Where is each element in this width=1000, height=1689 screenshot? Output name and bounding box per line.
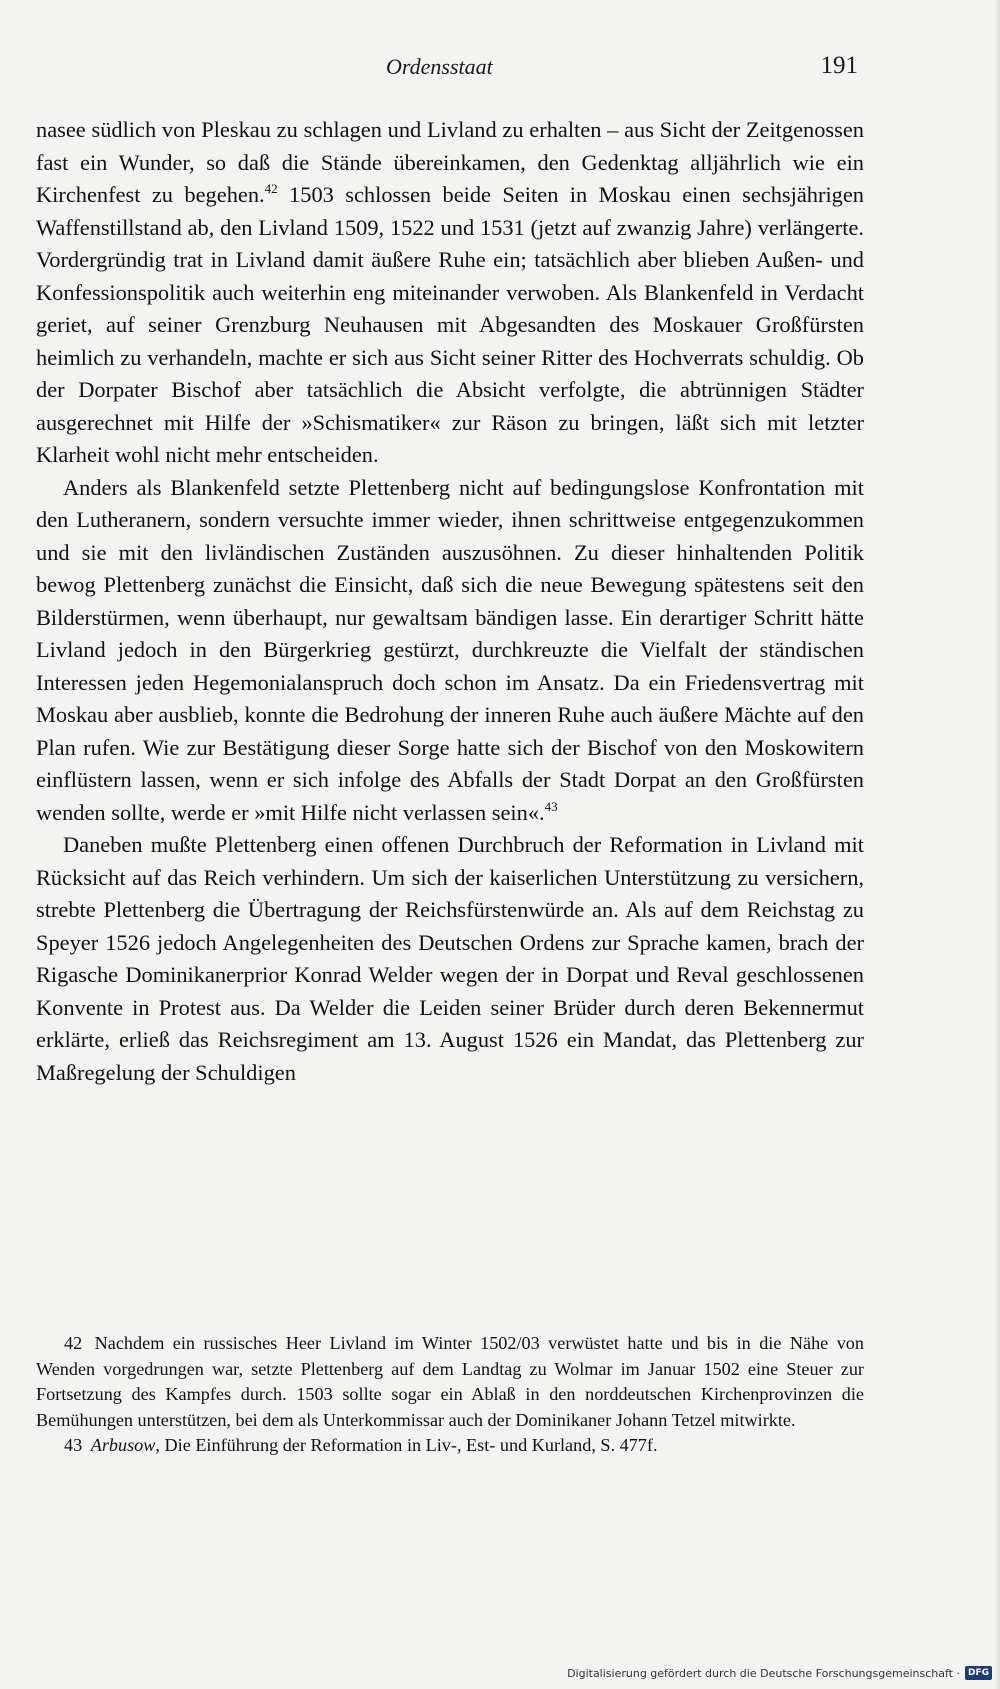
- footnotes: [36, 1331, 864, 1459]
- body-text: [36, 114, 864, 1089]
- footnote-ref-42: 42: [264, 181, 278, 196]
- page-number: 191: [820, 52, 858, 79]
- footnote-43: [36, 1433, 864, 1459]
- footnote-number: 43: [64, 1435, 83, 1455]
- footnote-text: Nachdem ein russisches Heer Livland im Winter 1502/03 verwüstet hatte und bis in die Nähe von Wenden vorgedrungen war, setzte Plettenberg auf dem Landtag zu Wolmar im Januar 1502 eine Steuer zur Fortsetzung des Kampfes durch. 1503 sollte sogar ein Ablaß in den norddeutschen Kirchenprovinzen die Bemühungen unterstützen, bei dem als Unterkommissar auch der Dominikaner Johann Tetzel mitwirkte.: [36, 1333, 864, 1430]
- paragraph-1-text-b: 1503 schlossen beide Seiten in Moskau einen sechsjährigen Waffenstillstand ab, den Livland 1509, 1522 und 1531 (jetzt auf zwanzig Jahre) verlängerte. Vordergründig trat in Livland damit äußere Ruhe ein; tatsächlich aber blieben Außen- und Konfessionspolitik auch weiterhin eng miteinander verwoben. Als Blankenfeld in Verdacht geriet, auf seiner Grenzburg Neuhausen mit Abgesandten des Moskauer Großfürsten heimlich zu verhandeln, machte er sich aus Sicht seiner Ritter des Hochverrats schuldig. Ob der Dorpater Bischof aber tatsächlich die Absicht verfolgte, die abtrünnigen Städter ausgerechnet mit Hilfe der »Schismatiker« zur Räson zu bringen, läßt sich mit letzter Klarheit wohl nicht mehr entscheiden.: [36, 182, 864, 467]
- footnote-text: , Die Einführung der Reformation in Liv-, Est- und Kurland, S. 477f.: [155, 1435, 658, 1455]
- running-title: Ordensstaat: [386, 54, 493, 79]
- footnote-ref-43: 43: [544, 798, 558, 814]
- scan-edge-shadow: [994, 0, 1000, 1689]
- running-head: [0, 52, 1000, 88]
- footnote-author: Arbusow: [90, 1435, 156, 1455]
- digitization-credit-text: Digitalisierung gefördert durch die Deutsche Forschungsgemeinschaft ·: [567, 1666, 960, 1680]
- paragraph-2: [36, 472, 864, 830]
- digitization-credit: [567, 1665, 992, 1681]
- paragraph-1: [36, 114, 864, 472]
- paragraph-3: [36, 829, 864, 1089]
- footnote-42: [36, 1331, 864, 1433]
- paragraph-1-text-a: nasee südlich von Pleskau zu schlagen und Livland zu erhalten – aus Sicht der Zeitgenossen fast ein Wunder, so daß die Stände übereinkamen, den Gedenktag alljährlich wie ein Kirchenfest zu begehen.: [36, 117, 864, 207]
- footnote-number: 42: [64, 1333, 83, 1353]
- dfg-logo-icon: DFG: [965, 1666, 992, 1680]
- paragraph-2-text: Anders als Blankenfeld setzte Plettenberg nicht auf bedingungslose Konfrontation mit den Lutheranern, sondern versuchte immer wieder, ihnen schrittweise entgegenzukommen und sie mit den livländischen Zuständen auszusöhnen. Zu dieser hinhaltenden Politik bewog Plettenberg zunächst die Einsicht, daß sich die neue Bewegung spätestens seit den Bilderstürmen, wenn überhaupt, nur gewaltsam bändigen lasse. Ein derartiger Schritt hätte Livland jedoch in den Bürgerkrieg gestürzt, durchkreuzte die Vielfalt der ständischen Interessen jeden Hegemonialanspruch doch schon im Ansatz. Da ein Friedensvertrag mit Moskau aber ausblieb, konnte die Bedrohung der inneren Ruhe auch äußere Mächte auf den Plan rufen. Wie zur Bestätigung dieser Sorge hatte sich der Bischof von den Moskowitern einflüstern lassen, wenn er sich infolge des Abfalls der Stadt Dorpat an den Großfürsten wenden sollte, werde er »mit Hilfe nicht verlassen sein«.: [36, 474, 864, 825]
- paragraph-3-text: Daneben mußte Plettenberg einen offenen Durchbruch der Reformation in Livland mit Rücksicht auf das Reich verhindern. Um sich der kaiserlichen Unterstützung zu versichern, strebte Plettenberg die Übertragung der Reichsfürstenwürde an. Als auf dem Reichstag zu Speyer 1526 jedoch Angelegenheiten des Deutschen Ordens zur Sprache kamen, brach der Rigasche Dominikanerprior Konrad Welder wegen der in Dorpat und Reval geschlossenen Konvente in Protest aus. Da Welder die Leiden seiner Brüder durch deren Bekennermut erklärte, erließ das Reichsregiment am 13. August 1526 ein Mandat, das Plettenberg zur Maßregelung der Schuldigen: [36, 832, 864, 1085]
